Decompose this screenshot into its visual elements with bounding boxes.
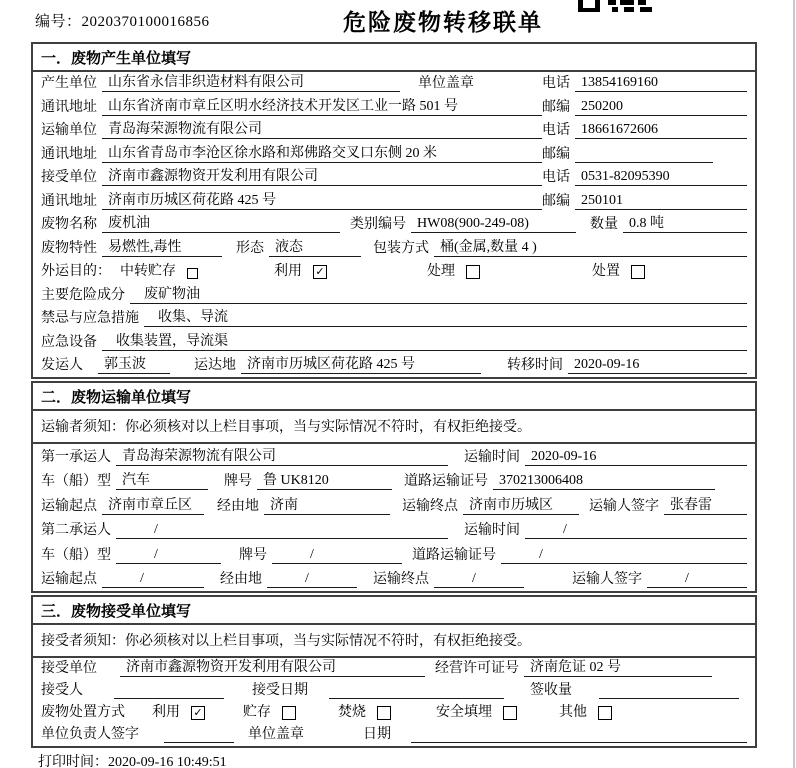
shipper-dest-label: 运达地 <box>194 358 236 374</box>
waste-form-label: 形态 <box>236 240 264 256</box>
producer-zip-label: 邮编 <box>542 99 570 115</box>
waste-qty-value: 0.8 吨 <box>623 212 747 233</box>
vehicle2-label: 车（船）型 <box>41 547 111 563</box>
disposal-label: 废物处置方式 <box>41 705 125 720</box>
transfer-time-label: 转移时间 <box>507 358 563 374</box>
vehicle2-plate-value: / <box>272 547 402 564</box>
vehicle1-license-value: 370213006408 <box>493 473 715 490</box>
receive-license-label: 经营许可证号 <box>435 661 519 676</box>
disposal-opt-other-label: 其他 <box>559 705 587 720</box>
receive-unit-row <box>33 658 755 680</box>
route2-sign-label: 运输人签字 <box>572 572 642 587</box>
purpose-opt-treat-label: 处理 <box>427 264 455 280</box>
purpose-opt-treat-checkbox <box>466 265 480 279</box>
purpose-opt-use-checkbox: ✓ <box>313 265 327 279</box>
taboo-label: 禁忌与应急措施 <box>41 311 139 327</box>
route1-start-value: 济南市章丘区 <box>102 494 204 515</box>
producer-row <box>33 72 755 95</box>
vehicle1-license-label: 道路运输证号 <box>404 474 488 489</box>
shipper-value: 郭玉波 <box>98 353 170 374</box>
route1-start-label: 运输起点 <box>41 498 97 514</box>
transporter-phone-label: 电话 <box>542 123 570 139</box>
carrier2-time-label: 运输时间 <box>464 523 520 538</box>
waste-name-label: 废物名称 <box>41 217 97 233</box>
taboo-row <box>33 307 755 330</box>
carrier1-label: 第一承运人 <box>41 449 111 465</box>
receiver-label: 接受单位 <box>41 170 97 186</box>
producer-addr-value: 山东省济南市章丘区明水经济技术开发区工业一路 501 号 <box>102 95 542 116</box>
route1-row <box>33 493 755 518</box>
page-right-edge <box>793 0 795 768</box>
purpose-opt-dispose-checkbox <box>631 265 645 279</box>
acceptor-value <box>114 698 224 699</box>
equipment-label: 应急设备 <box>41 334 97 350</box>
print-time-label: 打印时间： <box>38 755 108 768</box>
unit-seal-label: 单位盖章 <box>248 727 304 742</box>
vehicle2-license-value: / <box>501 547 747 564</box>
purpose-opt-use-label: 利用 <box>274 264 302 280</box>
vehicle2-license-label: 道路运输证号 <box>412 547 496 563</box>
route2-sign-value: / <box>647 571 747 588</box>
transporter-address-row <box>33 142 755 165</box>
transporter-phone-value: 18661672606 <box>575 122 747 139</box>
vehicle1-plate-label: 牌号 <box>224 474 252 489</box>
shipper-label: 发运人 <box>41 358 83 374</box>
waste-props-row <box>33 236 755 259</box>
hazard-row <box>33 283 755 306</box>
producer-phone-value: 13854169160 <box>575 75 747 92</box>
carrier1-value: 青岛海荣源物流有限公司 <box>116 445 448 466</box>
producer-address-row <box>33 95 755 118</box>
receiver-address-row <box>33 189 755 212</box>
carrier1-row <box>33 444 755 469</box>
receiver-zip-value: 250101 <box>575 193 747 210</box>
taboo-value: 收集、导流 <box>144 306 747 327</box>
serial-label: 编号： <box>35 14 82 30</box>
waste-pack-label: 包装方式 <box>373 240 429 256</box>
seal-label: 单位盖章 <box>418 76 474 92</box>
purpose-row <box>33 260 755 283</box>
transporter-addr-value: 山东省青岛市李沧区徐水路和郑佛路交叉口东侧 20 米 <box>102 142 542 163</box>
producer-zip-value: 250200 <box>575 99 747 116</box>
disposal-opt-use-label: 利用 <box>152 705 180 720</box>
print-time <box>38 751 227 768</box>
disposal-row <box>33 702 755 724</box>
equipment-row <box>33 330 755 353</box>
producer-addr-label: 通讯地址 <box>41 99 97 115</box>
vehicle2-plate-label: 牌号 <box>239 547 267 563</box>
receive-unit-value: 济南市鑫源物资开发利用有限公司 <box>120 656 425 677</box>
vehicle1-row <box>33 469 755 494</box>
receive-unit-label: 接受单位 <box>41 661 97 676</box>
equipment-value: 收集装置，导流渠 <box>102 330 747 351</box>
section2-header: 二．废物运输单位填写 <box>33 383 755 411</box>
acceptor-label: 接受人 <box>41 683 83 698</box>
route2-start-label: 运输起点 <box>41 572 97 587</box>
sign-date-label: 日期 <box>363 727 391 742</box>
section1-header: 一．废物产生单位填写 <box>33 44 755 72</box>
acceptor-row <box>33 680 755 702</box>
route1-via-label: 经由地 <box>217 498 259 514</box>
transporter-value: 青岛海荣源物流有限公司 <box>102 118 542 139</box>
section3-note: 接受者须知：你必须核对以上栏目事项，当与实际情况不符时，有权拒绝接受。 <box>33 625 755 658</box>
page-title: 危险废物转移联单 <box>343 9 543 35</box>
transporter-zip-label: 邮编 <box>542 146 570 162</box>
purpose-opt-storage-checkbox <box>187 268 198 279</box>
receiver-addr-label: 通讯地址 <box>41 193 97 209</box>
route2-via-value: / <box>267 571 357 588</box>
unit-sign-row <box>33 724 755 746</box>
route2-start-value: / <box>102 571 204 588</box>
vehicle1-value: 汽车 <box>116 469 208 490</box>
disposal-opt-store-checkbox <box>282 706 296 720</box>
waste-name-row <box>33 213 755 236</box>
hazard-value: 废矿物油 <box>130 283 747 304</box>
section-receive <box>31 595 757 748</box>
carrier2-time-value: / <box>525 522 747 539</box>
unit-sign-value <box>164 742 234 743</box>
section-producer <box>31 42 757 379</box>
route1-end-value: 济南市历城区 <box>463 494 579 515</box>
receiver-phone-label: 电话 <box>542 170 570 186</box>
vehicle1-label: 车（船）型 <box>41 474 111 489</box>
disposal-opt-store-label: 贮存 <box>243 705 271 720</box>
receive-license-value: 济南危证 02 号 <box>524 656 712 677</box>
route2-end-label: 运输终点 <box>373 572 429 587</box>
print-time-value: 2020-09-16 10:49:51 <box>108 755 227 768</box>
carrier1-time-value: 2020-09-16 <box>525 449 747 466</box>
accept-date-value <box>329 698 504 699</box>
serial-value: 2020370100016856 <box>81 14 210 30</box>
route2-row <box>33 567 755 592</box>
transporter-label: 运输单位 <box>41 123 97 139</box>
shipper-dest-value: 济南市历城区荷花路 425 号 <box>241 353 481 374</box>
receiver-row <box>33 166 755 189</box>
section-transport <box>31 381 757 593</box>
producer-value: 山东省永信非织造材料有限公司 <box>102 71 400 92</box>
purpose-label: 外运目的： <box>41 264 111 280</box>
waste-code-label: 类别编号 <box>350 217 406 233</box>
disposal-opt-landfill-label: 安全填埋 <box>436 705 492 720</box>
qr-code-fragment <box>578 0 652 12</box>
receiver-value: 济南市鑫源物资开发利用有限公司 <box>102 165 542 186</box>
waste-code-value: HW08(900-249-08) <box>411 216 576 233</box>
carrier2-row <box>33 518 755 543</box>
section2-note: 运输者须知：你必须核对以上栏目事项，当与实际情况不符时，有权拒绝接受。 <box>33 411 755 444</box>
route1-end-label: 运输终点 <box>402 498 458 514</box>
hazard-label: 主要危险成分 <box>41 287 125 303</box>
purpose-opt-storage-label: 中转贮存 <box>120 264 176 280</box>
waste-pack-value: 桶(金属,数量 4 ) <box>434 236 747 257</box>
carrier1-time-label: 运输时间 <box>464 449 520 465</box>
accept-date-label: 接受日期 <box>252 683 308 698</box>
transporter-zip-value <box>575 162 713 163</box>
waste-name-value: 废机油 <box>102 212 340 233</box>
route2-via-label: 经由地 <box>220 572 262 587</box>
disposal-opt-use-checkbox: ✓ <box>191 706 205 720</box>
route1-via-value: 济南 <box>264 494 390 515</box>
route2-end-value: / <box>434 571 524 588</box>
shipper-row <box>33 354 755 377</box>
producer-label: 产生单位 <box>41 76 97 92</box>
sign-qty-value <box>599 698 739 699</box>
transfer-time-value: 2020-09-16 <box>568 357 747 374</box>
waste-props-value: 易燃性,毒性 <box>102 236 222 257</box>
disposal-opt-other-checkbox <box>598 706 612 720</box>
transporter-row <box>33 119 755 142</box>
vehicle1-plate-value: 鲁 UK8120 <box>257 469 392 490</box>
transporter-addr-label: 通讯地址 <box>41 146 97 162</box>
producer-phone-label: 电话 <box>542 76 570 92</box>
disposal-opt-landfill-checkbox <box>503 706 517 720</box>
receiver-addr-value: 济南市历城区荷花路 425 号 <box>102 189 542 210</box>
disposal-opt-burn-checkbox <box>377 706 391 720</box>
sign-qty-label: 签收量 <box>530 683 572 698</box>
vehicle2-row <box>33 542 755 567</box>
waste-props-label: 废物特性 <box>41 240 97 256</box>
unit-sign-label: 单位负责人签字 <box>41 727 139 742</box>
purpose-opt-dispose-label: 处置 <box>592 264 620 280</box>
vehicle2-value: / <box>116 547 221 564</box>
waste-form-value: 液态 <box>269 236 361 257</box>
receiver-zip-label: 邮编 <box>542 193 570 209</box>
carrier2-value: / <box>116 522 448 539</box>
route1-sign-value: 张春雷 <box>664 494 747 515</box>
section3-header: 三．废物接受单位填写 <box>33 597 755 625</box>
disposal-opt-burn-label: 焚烧 <box>338 705 366 720</box>
sign-date-value <box>411 742 747 743</box>
waste-qty-label: 数量 <box>590 217 618 233</box>
route1-sign-label: 运输人签字 <box>589 498 659 514</box>
carrier2-label: 第二承运人 <box>41 523 111 538</box>
receiver-phone-value: 0531-82095390 <box>575 169 747 186</box>
